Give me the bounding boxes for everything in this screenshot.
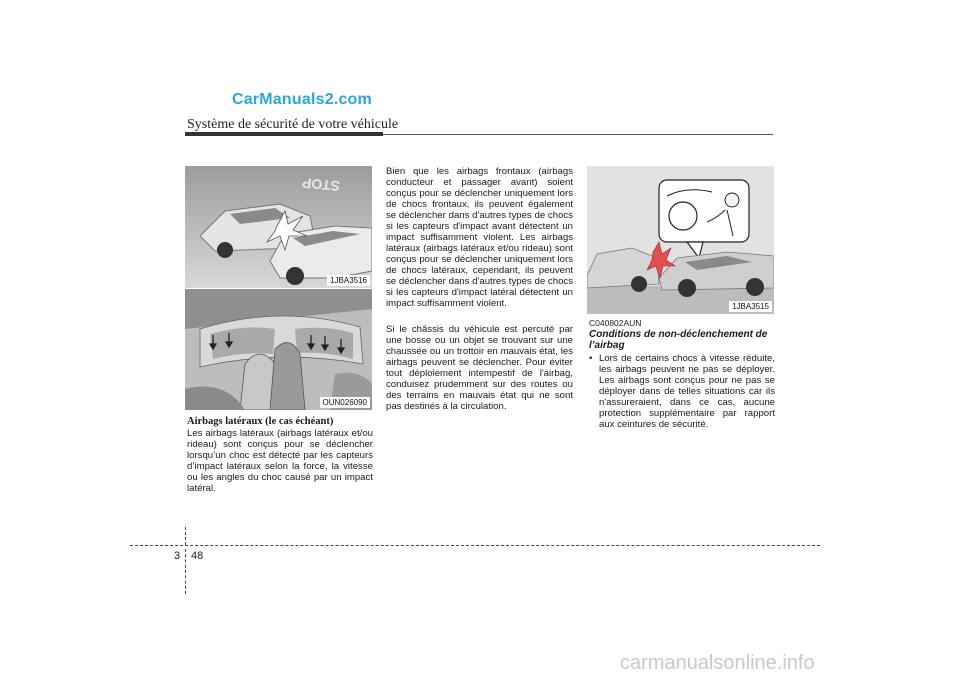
image-code: 1JBA3515 xyxy=(729,301,772,312)
bullet-text: Lors de certains chocs à vitesse réduite, les airbags peuvent ne pas se déployer. Les airbags sont conçus pour ne pas se déployer dans de telles situations car ils n'assureraient, dans ce cas, aucune protection supplémentaire par rapport aux ceintures de sécurité. xyxy=(599,353,775,430)
side-airbags-heading: Airbags latéraux (le cas échéant) xyxy=(187,416,334,427)
list-item xyxy=(589,353,775,430)
section-title: Système de sécurité de votre véhicule xyxy=(187,117,399,132)
non-deployment-subheading: Conditions de non-déclenchement de l’airbag xyxy=(589,329,768,351)
footer-rule xyxy=(130,545,820,546)
interior-airbags-image xyxy=(185,289,372,410)
image-code: 1JBA3516 xyxy=(327,275,370,286)
watermark-text: carmanualsonline.info xyxy=(620,652,815,674)
chapter-number: 3 xyxy=(174,550,181,562)
chassis-impact-paragraph: Si le châssis du véhicule est percuté par une bosse ou un objet se trouvant sur une chaussée ou un trottoir en mauvais état, les airbags peuvent se déclencher. Pour éviter tout déploiement intempestif de l'airbag, conduisez prudemment sur des routes ou des terrains en mauvais état qui ne sont pas destinés à la circulation. xyxy=(386,324,573,412)
side-collision-illustration xyxy=(185,166,372,288)
stop-road-marking: STOP xyxy=(301,175,341,195)
image-code: OUN026090 xyxy=(320,397,370,408)
side-airbags-body: Les airbags latéraux (airbags latéraux et/ou rideau) sont conçus pour se déclencher lorsqu’un choc est détecté par les capteurs d’impact latéraux selon la force, la vitesse ou les angles du choc causé par un impact latéral. xyxy=(187,428,373,494)
interior-airbags-illustration xyxy=(185,289,372,410)
watermark-logo: CarManuals2.com xyxy=(232,91,372,108)
frontal-airbags-paragraph: Bien que les airbags frontaux (airbags conducteur et passager avant) soient conçus pour se déclencher uniquement lors de chocs frontaux, ils peuvent également se déclencher dans d'autres types de chocs si les capteurs d'impact avant détectent un impact suffisamment violent. Les airbags latéraux (airbags latéraux et/ou rideau) sont conçus pour se déclencher uniquement lors de chocs latéraux, cependant, ils peuvent se déclencher dans d'autres types de chocs si les capteurs d'impact latéral détectent un impact suffisamment violent. xyxy=(386,166,573,309)
bullet-icon: • xyxy=(589,353,593,364)
low-speed-collision-illustration xyxy=(587,166,774,314)
section-code: C040802AUN xyxy=(589,318,642,328)
header-rule-thick xyxy=(185,132,383,136)
page-number: 48 xyxy=(191,550,204,562)
side-collision-image xyxy=(185,166,372,288)
low-speed-collision-image xyxy=(587,166,774,314)
header-rule-thin xyxy=(383,134,773,135)
footer-divider-top xyxy=(185,527,186,545)
footer-divider xyxy=(185,549,186,594)
